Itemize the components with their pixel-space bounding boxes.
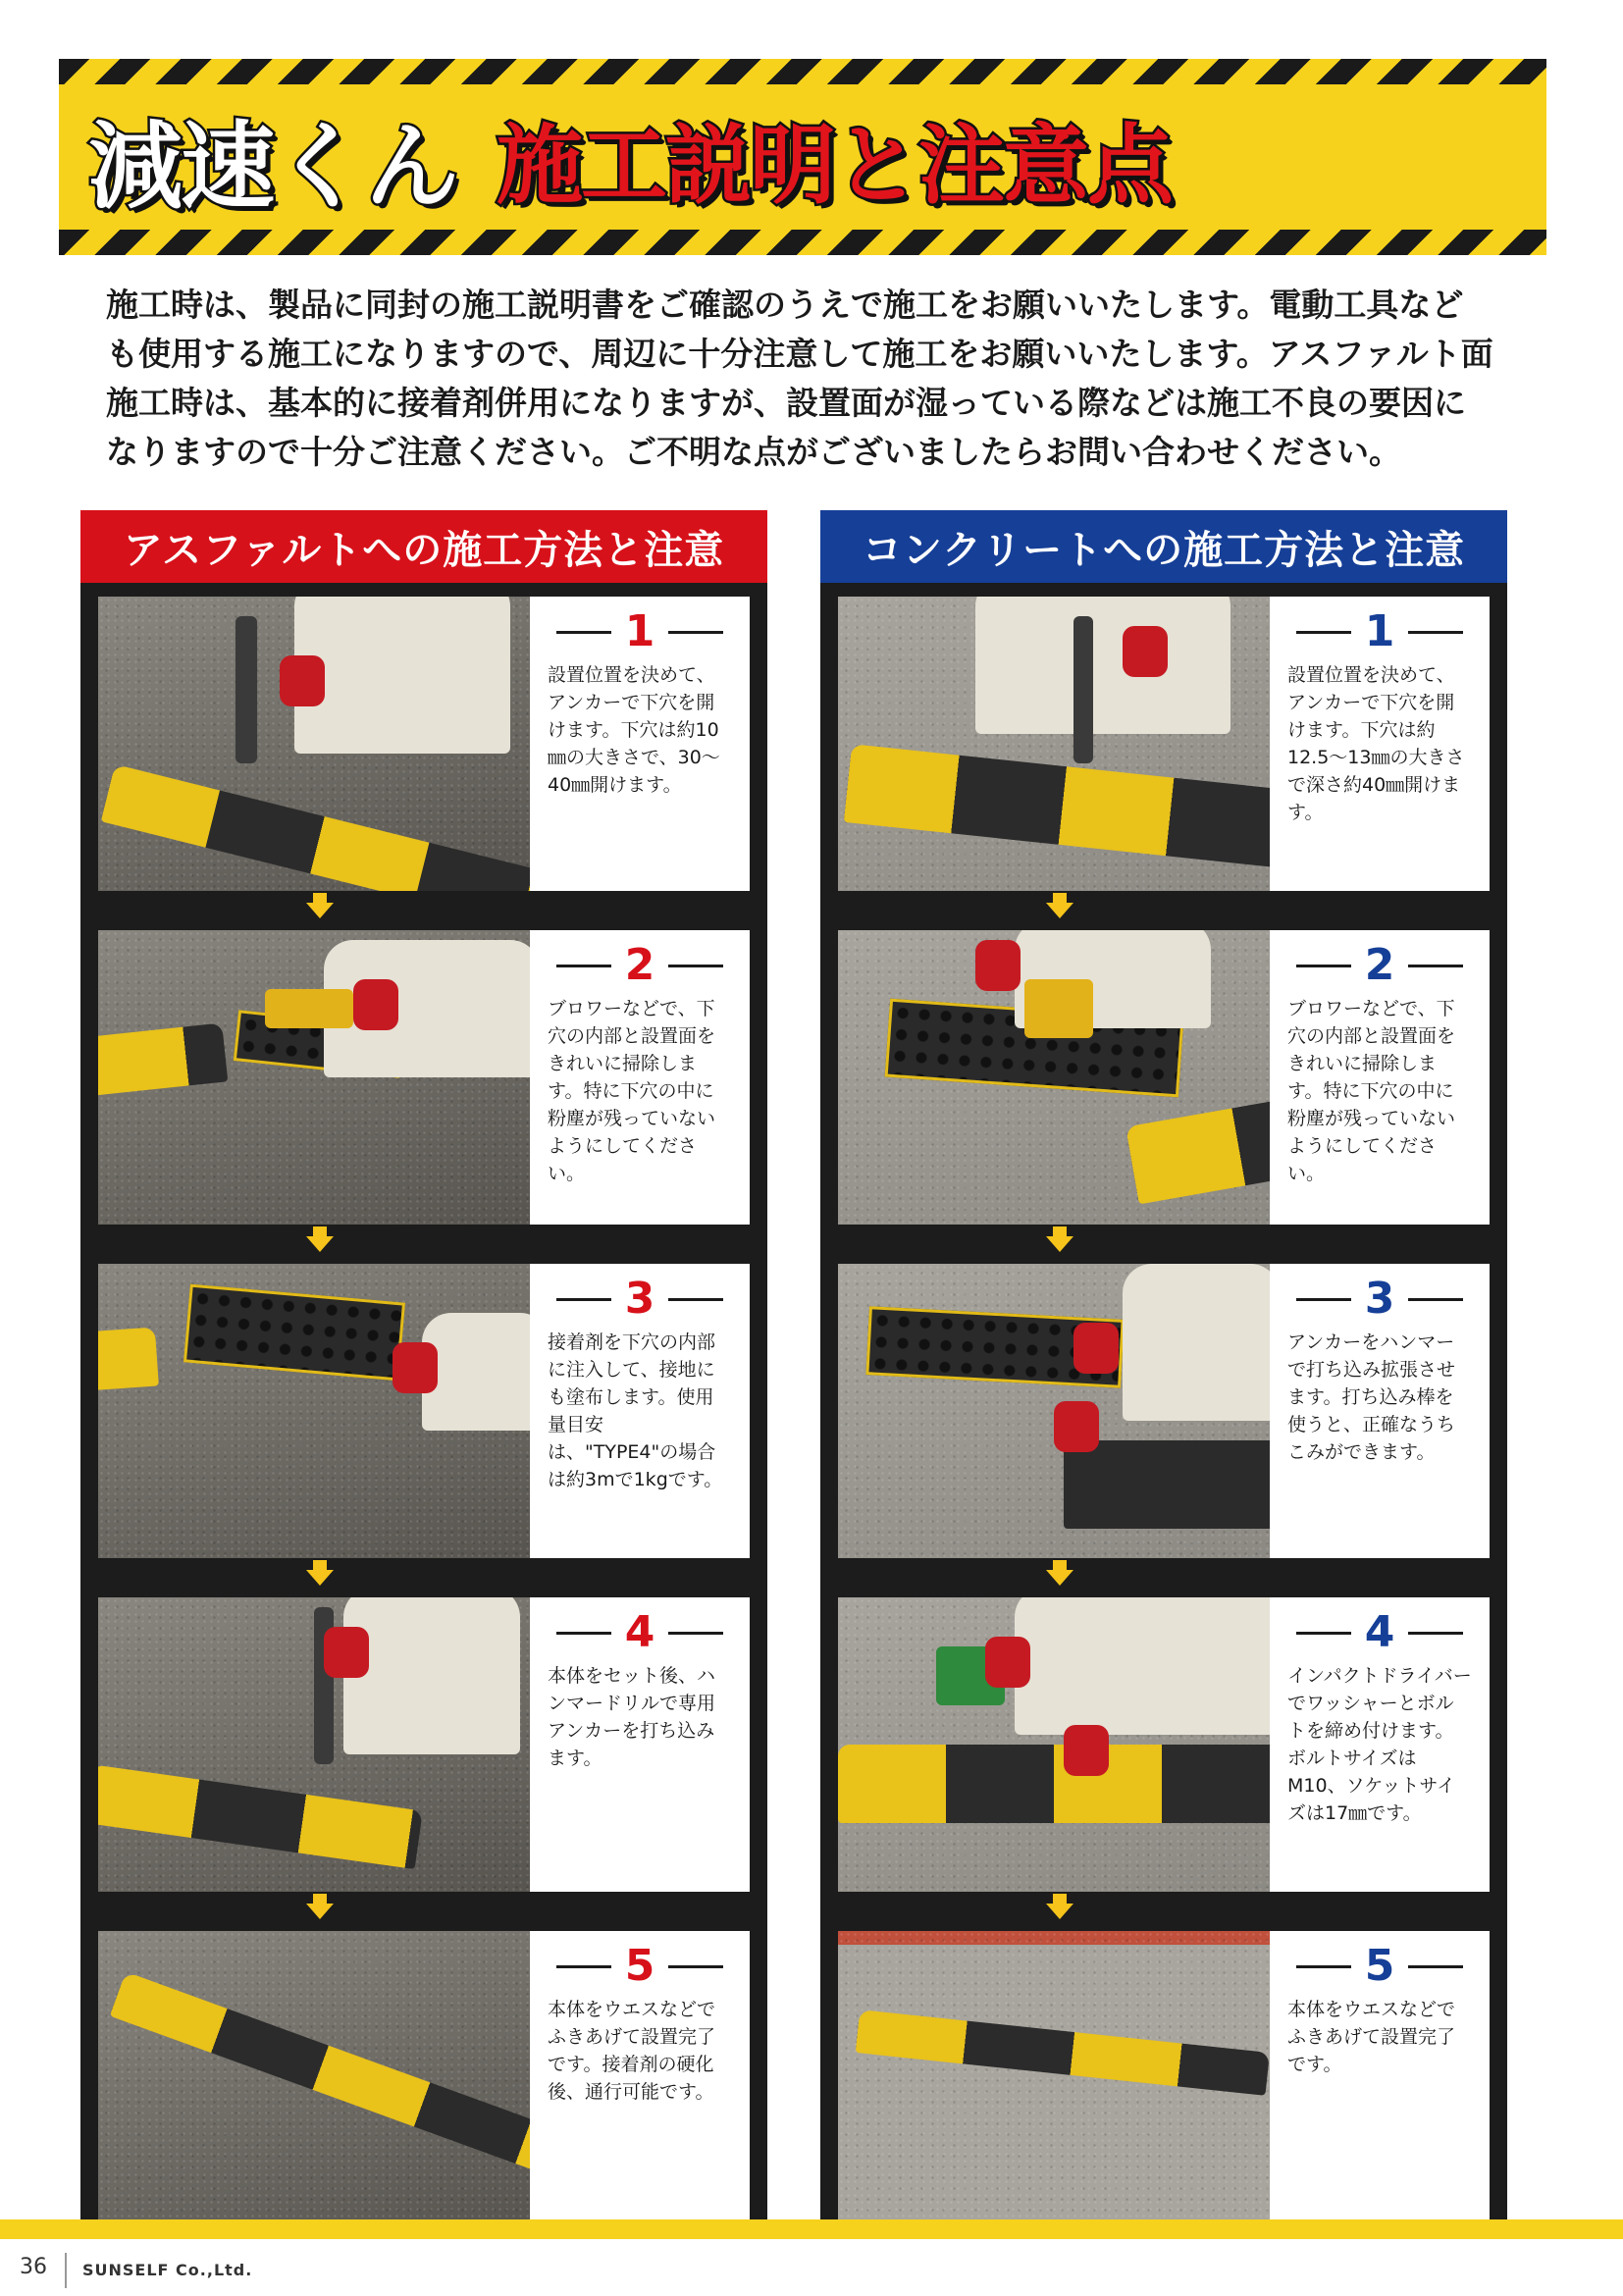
blower-image bbox=[1024, 979, 1093, 1038]
page-subtitle: 施工説明と注意点 bbox=[497, 115, 1173, 216]
asphalt-step-5 bbox=[98, 1931, 750, 2225]
page-number: 36 bbox=[20, 2255, 47, 2279]
step-description: 設置位置を決めて、アンカーで下穴を開けます。下穴は約10㎜の大きさで、30～40㎜開けます。 bbox=[548, 664, 720, 796]
step-photo bbox=[838, 1597, 1270, 1892]
speed-bump-image bbox=[1064, 1440, 1270, 1529]
down-arrow-icon bbox=[1046, 1570, 1073, 1586]
asphalt-step-1 bbox=[98, 597, 750, 891]
page-title: 減速くん bbox=[88, 111, 457, 222]
concrete-heading: コンクリートへの施工方法と注意 bbox=[820, 510, 1507, 583]
asphalt-step-3 bbox=[98, 1264, 750, 1558]
step-number-row bbox=[548, 606, 732, 656]
asphalt-step-4 bbox=[98, 1597, 750, 1892]
glove-image bbox=[1054, 1401, 1099, 1452]
glove-image bbox=[280, 655, 325, 706]
hazard-stripe-top bbox=[59, 59, 1546, 84]
down-arrow-icon bbox=[1046, 903, 1073, 918]
step-description: インパクトドライバーでワッシャーとボルトを締め付けます。ボルトサイズはM10、ソケットサイズは17㎜です。 bbox=[1287, 1665, 1472, 1824]
down-arrow-icon bbox=[306, 1570, 334, 1586]
step-description: アンカーをハンマーで打ち込み拡張させます。打ち込み棒を使うと、正確なうちこみができます。 bbox=[1287, 1331, 1456, 1463]
hazard-stripe-bottom bbox=[59, 230, 1546, 255]
concrete-step-5 bbox=[838, 1931, 1490, 2225]
glove-image bbox=[975, 940, 1021, 991]
intro-line: なりますので十分ご注意ください。ご不明な点がございましたらお問い合わせください。 bbox=[106, 433, 1401, 471]
concrete-step-2 bbox=[838, 930, 1490, 1225]
glove-image bbox=[1123, 626, 1168, 677]
drill-image bbox=[1073, 616, 1093, 763]
step-number-row bbox=[1287, 1941, 1472, 1991]
concrete-step-1 bbox=[838, 597, 1490, 891]
step-number-row bbox=[548, 940, 732, 990]
glove-image bbox=[353, 979, 398, 1030]
intro-line: も使用する施工になりますので、周辺に十分注意して施工をお願いいたします。アスファルト面 bbox=[106, 335, 1493, 373]
step-number: 4 bbox=[1364, 1607, 1395, 1657]
step-number: 2 bbox=[624, 940, 655, 990]
step-photo bbox=[838, 930, 1270, 1225]
step-number: 1 bbox=[624, 606, 655, 656]
concrete-steps-panel bbox=[820, 583, 1507, 2219]
step-photo bbox=[838, 597, 1270, 891]
asphalt-steps-panel bbox=[80, 583, 767, 2219]
speed-bump-image bbox=[838, 1745, 1270, 1823]
worker-image bbox=[1123, 1264, 1270, 1421]
glove-image bbox=[1064, 1725, 1109, 1776]
worker-image bbox=[1015, 1597, 1270, 1735]
down-arrow-icon bbox=[306, 903, 334, 918]
step-photo bbox=[98, 1264, 530, 1558]
intro-line: 施工時は、基本的に接着剤併用になりますが、設置面が湿っている際などは施工不良の要因に bbox=[106, 384, 1466, 422]
worker-image bbox=[422, 1313, 530, 1431]
step-number-row bbox=[548, 1941, 732, 1991]
step-description: ブロワーなどで、下穴の内部と設置面をきれいに掃除します。特に下穴の中に粉塵が残っていないようにしてください。 bbox=[548, 998, 716, 1184]
asphalt-step-2 bbox=[98, 930, 750, 1225]
step-number-row bbox=[1287, 1274, 1472, 1324]
asphalt-heading: アスファルトへの施工方法と注意 bbox=[80, 510, 767, 583]
intro-line: 施工時は、製品に同封の施工説明書をご確認のうえで施工をお願いいたします。電動工具など bbox=[106, 286, 1464, 324]
worker-image bbox=[343, 1597, 520, 1754]
footer-bar bbox=[0, 2219, 1623, 2239]
blower-image bbox=[265, 989, 353, 1028]
step-photo bbox=[838, 1264, 1270, 1558]
glove-image bbox=[1073, 1323, 1119, 1374]
step-description: 本体をウエスなどでふきあげて設置完了です。接着剤の硬化後、通行可能です。 bbox=[548, 1999, 716, 2103]
intro-text bbox=[106, 281, 1519, 477]
glove-image bbox=[985, 1637, 1030, 1688]
step-number-row bbox=[548, 1274, 732, 1324]
step-number: 1 bbox=[1364, 606, 1395, 656]
step-number: 5 bbox=[624, 1941, 655, 1991]
footer-divider bbox=[65, 2253, 67, 2288]
step-number: 3 bbox=[624, 1274, 655, 1324]
down-arrow-icon bbox=[1046, 1236, 1073, 1252]
step-description: ブロワーなどで、下穴の内部と設置面をきれいに掃除します。特に下穴の中に粉塵が残っていないようにしてください。 bbox=[1287, 998, 1456, 1184]
down-arrow-icon bbox=[1046, 1904, 1073, 1919]
step-number-row bbox=[1287, 940, 1472, 990]
step-number-row bbox=[548, 1607, 732, 1657]
step-number-row bbox=[1287, 606, 1472, 656]
title-wrap bbox=[88, 98, 1172, 220]
concrete-step-4 bbox=[838, 1597, 1490, 1892]
worker-image bbox=[975, 597, 1230, 734]
down-arrow-icon bbox=[306, 1904, 334, 1919]
step-photo bbox=[838, 1931, 1270, 2225]
step-photo bbox=[98, 930, 530, 1225]
step-number: 5 bbox=[1364, 1941, 1395, 1991]
speed-bump-image bbox=[98, 1327, 159, 1390]
step-number: 3 bbox=[1364, 1274, 1395, 1324]
glove-image bbox=[324, 1627, 369, 1678]
worker-image bbox=[294, 597, 510, 754]
step-number-row bbox=[1287, 1607, 1472, 1657]
step-description: 本体をセット後、ハンマードリルで専用アンカーを打ち込みます。 bbox=[548, 1665, 716, 1769]
step-number: 4 bbox=[624, 1607, 655, 1657]
down-arrow-icon bbox=[306, 1236, 334, 1252]
concrete-step-3 bbox=[838, 1264, 1490, 1558]
step-description: 本体をウエスなどでふきあげて設置完了です。 bbox=[1287, 1999, 1456, 2075]
company-name: SUNSELF Co.,Ltd. bbox=[82, 2261, 253, 2279]
step-number: 2 bbox=[1364, 940, 1395, 990]
step-description: 接着剤を下穴の内部に注入して、接地にも塗布します。使用量目安は、"TYPE4"の場合は約3mで1kgです。 bbox=[548, 1331, 723, 1490]
step-description: 設置位置を決めて、アンカーで下穴を開けます。下穴は約12.5～13㎜の大きさで深さ約40㎜開けます。 bbox=[1287, 664, 1465, 823]
step-photo bbox=[98, 597, 530, 891]
header-banner bbox=[59, 59, 1546, 255]
step-photo bbox=[98, 1597, 530, 1892]
glove-image bbox=[393, 1342, 438, 1393]
drill-image bbox=[236, 616, 257, 763]
step-photo bbox=[98, 1931, 530, 2225]
